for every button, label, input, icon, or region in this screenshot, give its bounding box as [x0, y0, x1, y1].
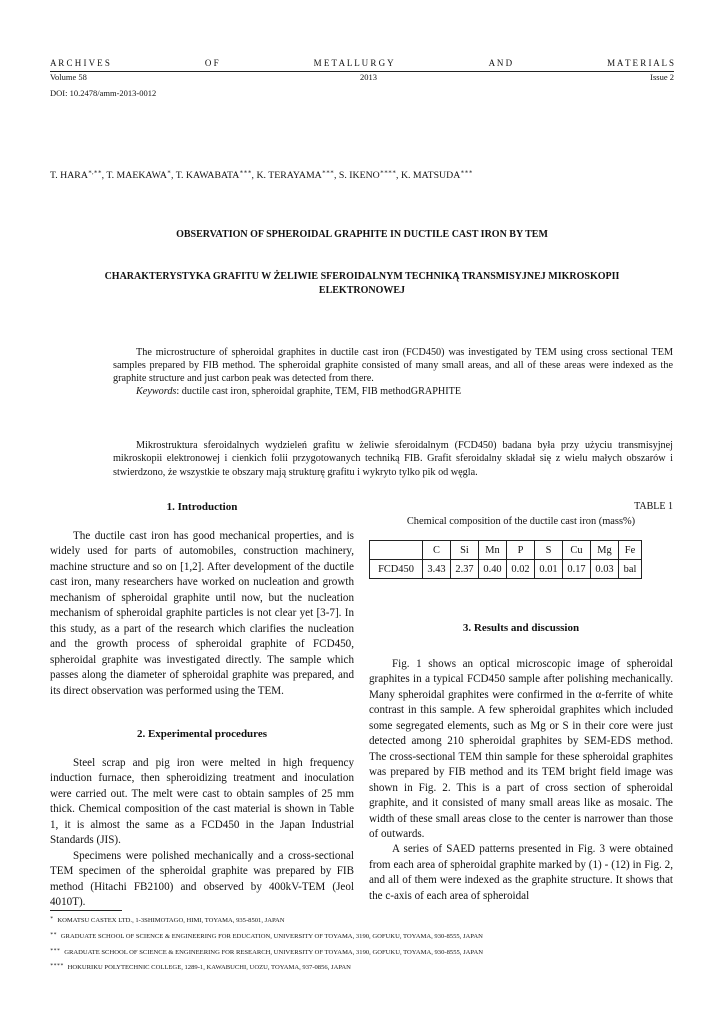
table-cell: 3.43: [423, 560, 451, 579]
year: 2013: [360, 72, 378, 82]
volume-row: [50, 72, 674, 82]
table-cell: C: [423, 541, 451, 560]
table-cell: FCD450: [370, 560, 423, 579]
paper-title: OBSERVATION OF SPHEROIDAL GRAPHITE IN DUCTILE CAST IRON BY TEM: [176, 229, 548, 240]
author: T. KAWABATA∗∗∗,: [175, 170, 257, 182]
volume: Volume 58: [50, 72, 87, 82]
table-cell: [370, 541, 423, 560]
table-cell: Mn: [479, 541, 507, 560]
journal-word: M A T E R I A L S: [607, 58, 674, 68]
footnote: ∗∗∗ GRADUATE SCHOOL OF SCIENCE & ENGINEERING FOR RESEARCH, UNIVERSITY OF TOYAMA, 3190, GOFUKU, TOYAMA, 930-8555, JAPAN: [50, 947, 483, 956]
author: K. MATSUDA∗∗∗: [400, 170, 473, 182]
composition-table: [369, 540, 642, 579]
paragraph: Specimens were polished mechanically and a cross-sectional TEM specimen of the spheroidal graphite was prepared by FIB method (Hitachi FB2100) and observed by 400kV-TEM (Jeol 4010T).: [50, 849, 354, 909]
results-text: [369, 657, 673, 904]
issue: Issue 2: [650, 72, 674, 82]
table-cell: 0.40: [479, 560, 507, 579]
keywords-text: : ductile cast iron, spheroidal graphite, TEM, FIB methodGRAPHITE: [176, 386, 462, 397]
journal-name: [50, 58, 674, 68]
intro-text: [50, 529, 354, 699]
footnote: ∗ KOMATSU CASTEX LTD., 1-3SHIMOTAGO, HIMI, TOYAMA, 935-8501, JAPAN: [50, 916, 285, 925]
footnotes: [50, 912, 674, 975]
table-cell: 0.02: [507, 560, 535, 579]
author-list: [50, 169, 674, 181]
paper-title-polish: CHARAKTERYSTYKA GRAFITU W ŻELIWIE SFEROIDALNYM TECHNIKĄ TRANSMISYJNEJ MIKROSKOPII ELEKTRONOWEJ: [104, 271, 620, 296]
experimental-text: [50, 756, 354, 911]
journal-word: M E T A L L U R G Y: [313, 58, 394, 68]
table-cell: S: [535, 541, 563, 560]
table-cell: 0.03: [591, 560, 619, 579]
abstract-pl: Mikrostruktura sferoidalnych wydzieleń grafitu w żeliwie sferoidalnym (FCD450) badana była przy użyciu transmisyjnej mikroskopii elektronowej i cienkich folii przygotowanych techniką FIB. Grafit sferoidalny składał się z wielu małych obszarów i stwierdzono, że wszystkie te obszary mają strukturę grafitu i wykryto tylko pik od węgla.: [113, 440, 673, 478]
footnote-rule: [50, 910, 122, 911]
table-row: [370, 560, 642, 579]
table-cell: 2.37: [451, 560, 479, 579]
paragraph: Fig. 1 shows an optical microscopic image of spheroidal graphites in a typical FCD450 sample after polishing mechanically. Many spheroidal graphites were confirmed in the α-ferrite of white contrast in this sample. A few spheroidal graphites which included some segregated elements, such as Mg or S in their core were just detected among 210 spheroidal graphites by SEM-EDS method. The cross-sectional TEM thin sample for these spheroidal graphites was prepared by FIB method and its TEM bright field image was shown in Fig. 2. This is a part of cross section of spheroidal graphite, and it consisted of many small areas like as mosaic. The width of these small areas close to the center is narrower than those of outwards.: [369, 658, 673, 840]
journal-word: O F: [204, 58, 219, 68]
table-cell: Si: [451, 541, 479, 560]
table-caption: Chemical composition of the ductile cast iron (mass%): [406, 516, 636, 527]
table-cell: P: [507, 541, 535, 560]
keywords-label: Keywords: [136, 386, 177, 397]
keywords: [136, 386, 461, 397]
table-cell: bal: [619, 560, 642, 579]
author: T. MAEKAWA∗,: [106, 170, 176, 182]
table-cell: Cu: [563, 541, 591, 560]
paragraph: A series of SAED patterns presented in Fig. 3 were obtained from each area of spheroidal graphite marked by (1) - (12) in Fig. 2, and all of them were indexed as the graphite structure. It shows that the c-axis of each area of spheroidal: [369, 843, 673, 902]
journal-word: A N D: [488, 58, 513, 68]
paragraph: The ductile cast iron has good mechanical properties, and is widely used for parts of automobiles, construction machinery, machine structure and so on [1,2]. After development of the ductile cast iron, many researchers have worked on nucleation and growth mechanism of spheroidal graphite until now, but the nucleation mechanism of spheroidal graphite particles is not clear yet [3-7]. In this study, as a part of the research which clarifies the nucleation and the growth process of spheroidal graphite of FCD450, spheroidal graphite was investigated directly. The sample which passes along the diameter of spheroidal graphite was prepared, and its direct observation was performed using the TEM.: [50, 530, 354, 697]
section-heading: 1. Introduction: [166, 501, 238, 513]
table-cell: 0.17: [563, 560, 591, 579]
table-cell: 0.01: [535, 560, 563, 579]
table-header-row: [370, 541, 642, 560]
table-cell: Mg: [591, 541, 619, 560]
section-heading: 3. Results and discussion: [462, 622, 580, 634]
paragraph: Steel scrap and pig iron were melted in high frequency induction furnace, then spheroidizing treatment and inoculation were carried out. The melt were cast to obtain samples of 25 mm thick. Chemical composition of the cast material is shown in Table 1, it is almost the same as a FCD450 in the Japan Industrial Standards (JIS).: [50, 757, 354, 847]
doi: DOI: 10.2478/amm-2013-0012: [50, 88, 157, 98]
author: T. HARA∗,∗∗,: [50, 170, 107, 182]
table-cell: Fe: [619, 541, 642, 560]
author: K. TERAYAMA∗∗∗,: [256, 170, 339, 182]
section-heading: 2. Experimental procedures: [136, 728, 268, 740]
abstract-en: The microstructure of spheroidal graphites in ductile cast iron (FCD450) was investigated by TEM using cross sectional TEM samples prepared by FIB method. The spheroidal graphite consisted of many small areas, and all of these areas were indexed as the graphite structure and just carbon peak was detected from there.: [113, 347, 673, 385]
footnote: ∗∗∗∗ HOKURIKU POLYTECHNIC COLLEGE, 1289-1, KAWABUCHI, UOZU, TOYAMA, 937-0856, JAPAN: [50, 963, 351, 972]
journal-word: A R C H I V E S: [50, 58, 110, 68]
author: S. IKENO∗∗∗∗,: [338, 170, 401, 182]
footnote: ∗∗ GRADUATE SCHOOL OF SCIENCE & ENGINEERING FOR EDUCATION, UNIVERSITY OF TOYAMA, 3190, GOFUKU, TOYAMA, 930-8555, JAPAN: [50, 931, 483, 940]
table-label: TABLE 1: [634, 501, 673, 512]
